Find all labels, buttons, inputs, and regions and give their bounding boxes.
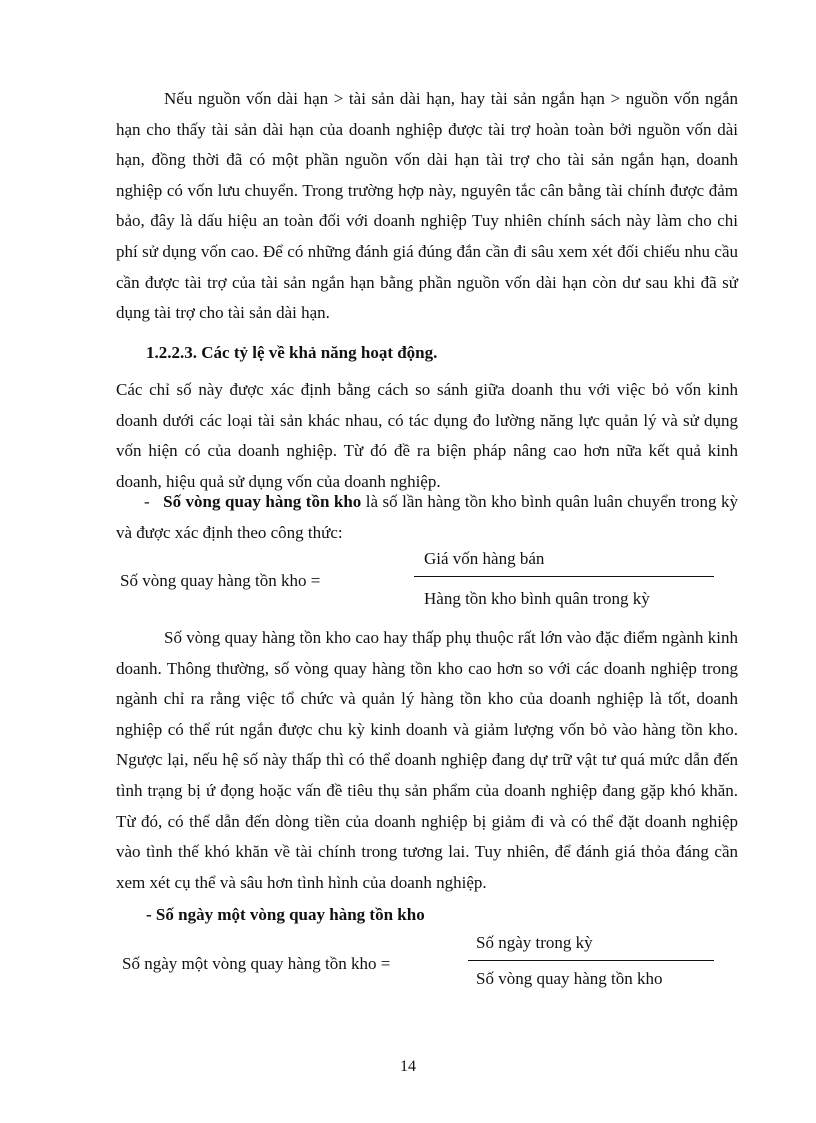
paragraph-activity-ratios-intro: Các chỉ số này được xác định bằng cách so sánh giữa doanh thu với việc bỏ vốn kinh doanh dưới các loại tài sản khác nhau, có tác dụng đo lường năng lực quản lý và sử dụng vốn hiện có của doanh nghiệp. Từ đó đề ra biện pháp nâng cao hơn nữa kết quả kinh doanh, hiệu quả sử dụng vốn của doanh nghiệp. xyxy=(116,380,738,491)
subheading-days-inventory: - Số ngày một vòng quay hàng tồn kho xyxy=(146,905,425,924)
paragraph-long-term-capital: Nếu nguồn vốn dài hạn > tài sản dài hạn, hay tài sản ngắn hạn > nguồn vốn ngắn hạn cho thấy tài sản dài hạn của doanh nghiệp được tài trợ hoàn toàn bởi nguồn vốn dài hạn, đồng thời đã có một phần nguồn vốn dài hạn tài trợ cho tài sản ngắn hạn, doanh nghiệp có vốn lưu chuyển. Trong trường hợp này, nguyên tắc cân bằng tài chính được đảm bảo, đây là dấu hiệu an toàn đối với doanh nghiệp Tuy nhiên chính sách này làm cho chi phí sử dụng vốn cao. Để có những đánh giá đúng đắn cần đi sâu xem xét đối chiếu nhu cầu cần được tài trợ của tài sản ngắn hạn bằng phần nguồn vốn dài hạn còn dư sau khi đã sử dụng tài trợ cho tài sản dài hạn. xyxy=(116,89,738,323)
bullet-dash: - xyxy=(144,492,150,511)
formula-days-inventory-numerator: Số ngày trong kỳ xyxy=(476,933,593,952)
formula-days-inventory-denominator: Số vòng quay hàng tồn kho xyxy=(476,969,663,988)
page-number: 14 xyxy=(400,1058,416,1075)
formula-inventory-turnover-denominator: Hàng tồn kho bình quân trong kỳ xyxy=(424,589,650,608)
bullet-inventory-turnover xyxy=(116,487,738,548)
formula-days-inventory-label: Số ngày một vòng quay hàng tồn kho = xyxy=(122,954,391,973)
bullet-text: là số lần hàng tồn kho bình quân luân chuyển trong kỳ và được xác định theo công thức: xyxy=(116,492,739,542)
formula-days-inventory-fraction-line xyxy=(468,960,714,961)
formula-inventory-turnover-label: Số vòng quay hàng tồn kho = xyxy=(120,571,321,590)
paragraph-inventory-turnover-analysis: Số vòng quay hàng tồn kho cao hay thấp phụ thuộc rất lớn vào đặc điểm ngành kinh doanh. Thông thường, số vòng quay hàng tồn kho cao hơn so với các doanh nghiệp trong ngành chỉ ra rằng việc tổ chức và quản lý hàng tồn kho của doanh nghiệp là tốt, doanh nghiệp có thể rút ngắn được chu kỳ kinh doanh và giảm lượng vốn bỏ vào hàng tồn kho. Ngược lại, nếu hệ số này thấp thì có thể doanh nghiệp đang dự trữ vật tư quá mức dẫn đến tình trạng bị ứ đọng hoặc vấn đề tiêu thụ sản phẩm của doanh nghiệp đang gặp khó khăn. Từ đó, có thể dẫn đến dòng tiền của doanh nghiệp bị giảm đi và có thể đặt doanh nghiệp vào tình thế khó khăn về tài chính trong tương lai. Tuy nhiên, để đánh giá thỏa đáng cần xem xét cụ thể và sâu hơn tình hình của doanh nghiệp. xyxy=(116,628,738,892)
formula-inventory-turnover-numerator: Giá vốn hàng bán xyxy=(424,549,545,568)
bullet-term: Số vòng quay hàng tồn kho xyxy=(163,492,362,511)
section-heading-activity-ratios: 1.2.2.3. Các tỷ lệ về khả năng hoạt động. xyxy=(146,343,438,362)
formula-inventory-turnover-fraction-line xyxy=(414,576,714,577)
